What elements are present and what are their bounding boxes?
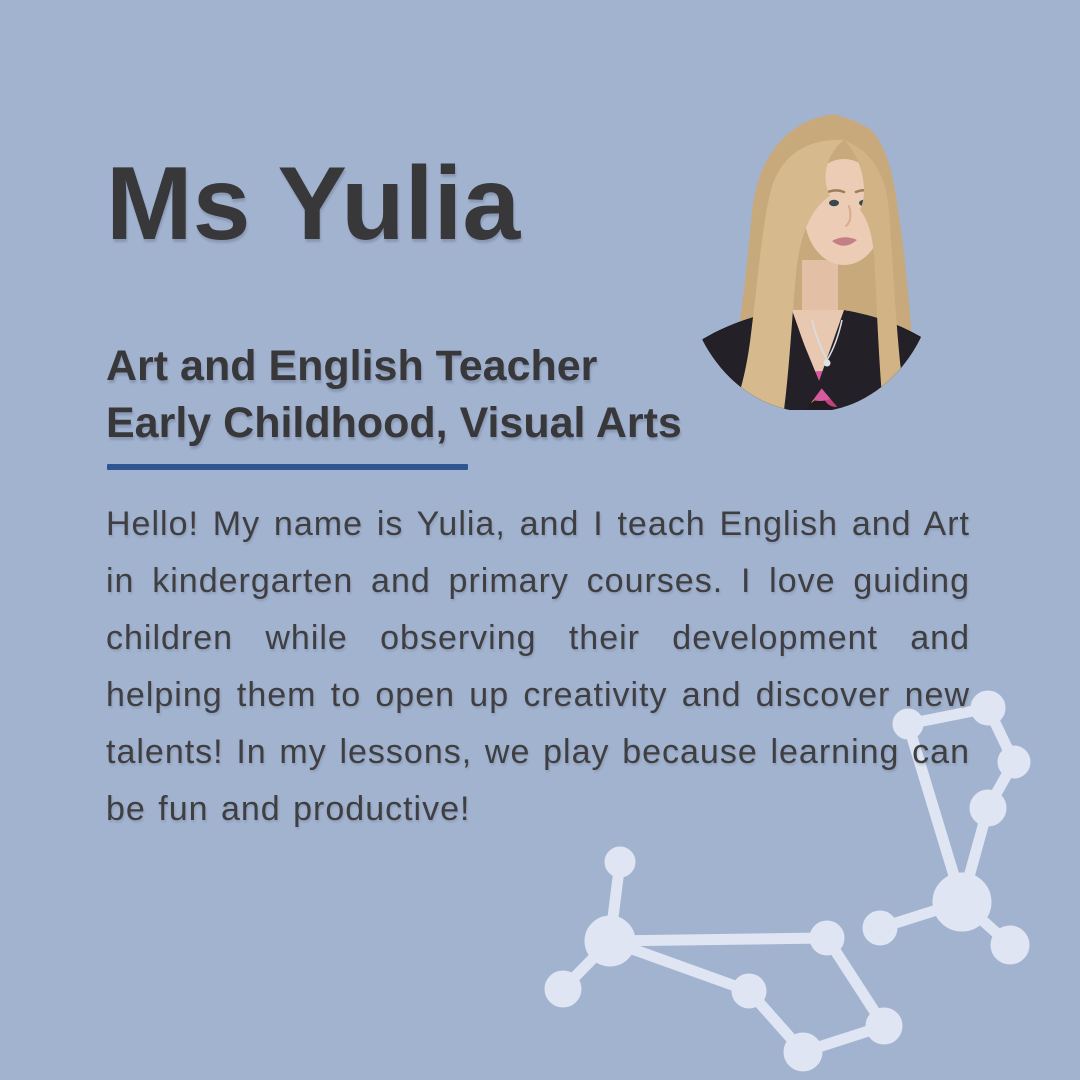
profile-title-line1: Art and English Teacher [106, 342, 598, 390]
portrait-illustration [686, 110, 936, 410]
profile-title-line2: Early Childhood, Visual Arts [106, 399, 682, 447]
profile-title [106, 338, 682, 452]
profile-photo [686, 110, 936, 410]
profile-name: Ms Yulia [106, 146, 521, 262]
profile-bio: Hello! My name is Yulia, and I teach English and Art in kindergarten and primary courses. I love guiding children while observing their development and helping them to open up creativity and discover new talents! In my lessons, we play because learning can be fun and productive! [106, 505, 970, 828]
constellation-left [550, 852, 897, 1066]
divider-line [107, 464, 468, 470]
neck [802, 260, 838, 318]
